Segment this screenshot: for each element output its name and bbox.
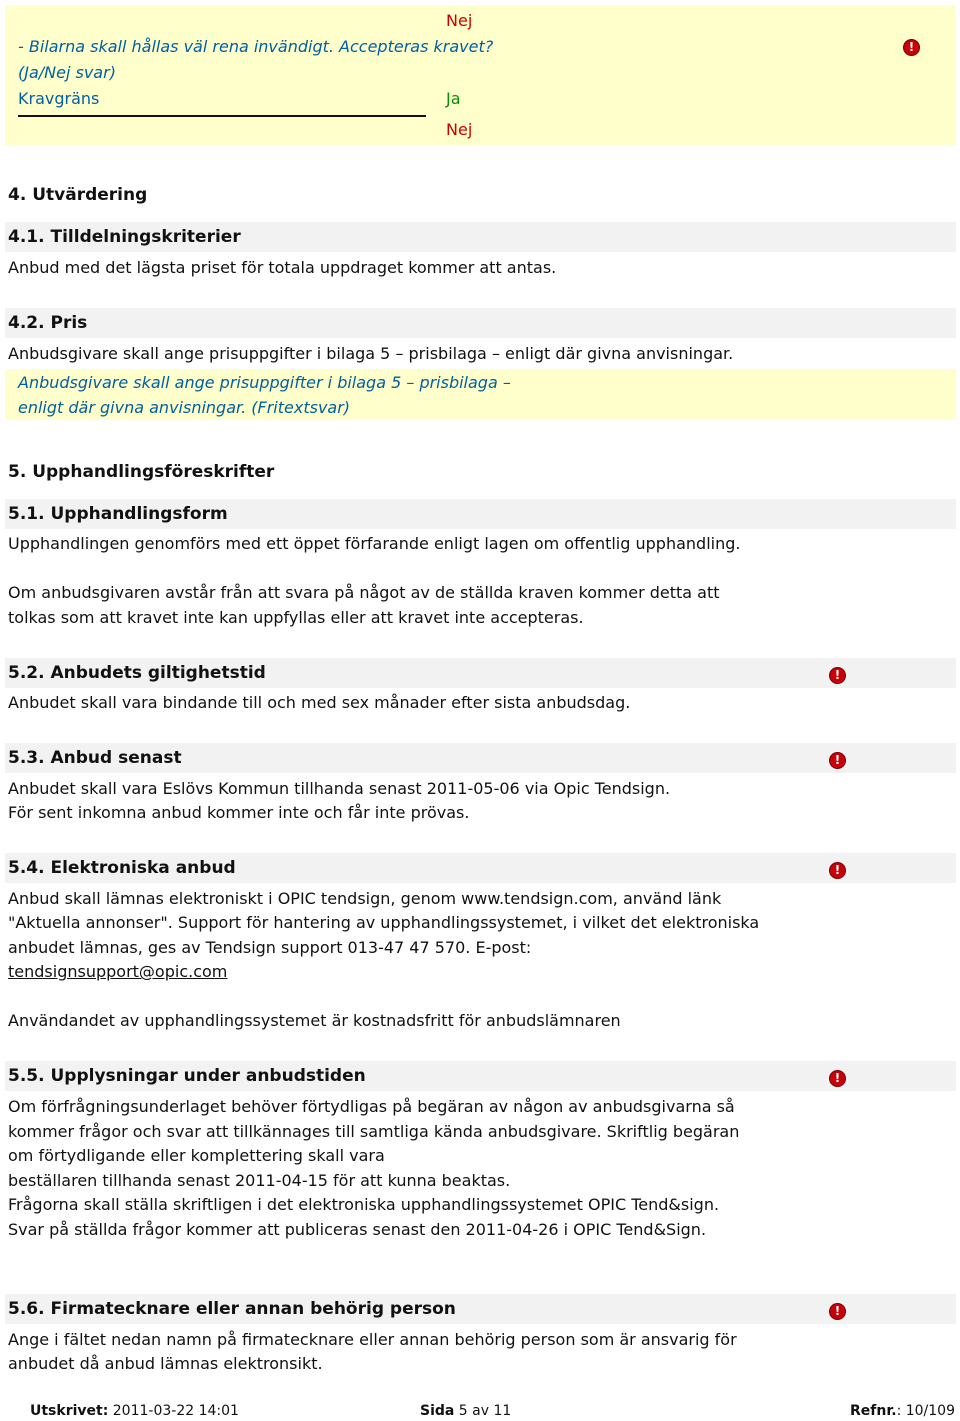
section-53-title: 5.3. Anbud senast — [8, 748, 182, 768]
section-55-line1: Om förfrågningsunderlaget behöver förtydligas på begäran av någon av anbudsgivarna så — [8, 1097, 735, 1116]
section-56-title: 5.6. Firmatecknare eller annan behörig person — [8, 1299, 456, 1319]
section-56-line1: Ange i fältet nedan namn på firmatecknare eller annan behörig person som är ansvarig för — [8, 1330, 737, 1349]
section-56-line2: anbudet då anbud lämnas elektronsikt. — [8, 1354, 323, 1373]
footer-ref-value: : 10/109 — [896, 1403, 955, 1419]
section-5-title: 5. Upphandlingsföreskrifter — [8, 462, 275, 482]
option-nej[interactable]: Nej — [446, 120, 473, 139]
warning-icon: ! — [829, 1070, 846, 1087]
section-54-line5: Användandet av upphandlingssystemet är kostnadsfritt för anbudslämnaren — [8, 1011, 621, 1030]
section-54-line3: anbudet lämnas, ges av Tendsign support 013-47 47 570. E-post: — [8, 938, 532, 957]
support-email-link[interactable]: tendsignsupport@opic.com — [8, 962, 228, 981]
section-53-line2: För sent inkomna anbud kommer inte och får inte prövas. — [8, 803, 470, 822]
section-51-note-line1: Om anbudsgivaren avstår från att svara på något av de ställda kraven kommer detta att — [8, 583, 720, 602]
section-51-text: Upphandlingen genomförs med ett öppet förfarande enligt lagen om offentlig upphandling. — [8, 534, 741, 553]
section-54-line1: Anbud skall lämnas elektroniskt i OPIC tendsign, genom www.tendsign.com, använd länk — [8, 889, 722, 908]
footer-printed-label: Utskrivet: — [30, 1403, 109, 1419]
section-55-line2: kommer frågor och svar att tillkännages till samtliga kända anbudsgivare. Skriftlig begäran — [8, 1122, 740, 1141]
answer-type: (Ja/Nej svar) — [18, 63, 116, 82]
section-51-note-line2: tolkas som att kravet inte kan uppfyllas eller att kravet inte accepteras. — [8, 608, 584, 627]
section-55-line4: beställaren tillhanda senast 2011-04-15 för att kunna beaktas. — [8, 1171, 511, 1190]
warning-icon: ! — [829, 1303, 846, 1320]
section-51-title: 5.1. Upphandlingsform — [8, 504, 228, 524]
section-55-line5: Frågorna skall ställa skriftligen i det elektroniska upphandlingssystemet OPIC Tend&sign. — [8, 1195, 720, 1214]
section-52-text: Anbudet skall vara bindande till och med sex månader efter sista anbudsdag. — [8, 693, 631, 712]
section-53-line1: Anbudet skall vara Eslövs Kommun tillhanda senast 2011-05-06 via Opic Tendsign. — [8, 779, 671, 798]
section-41-title: 4.1. Tilldelningskriterier — [8, 227, 241, 247]
footer-ref — [850, 1403, 955, 1419]
section-42-question-line2: enligt där givna anvisningar. (Fritextsvar) — [18, 398, 351, 417]
warning-icon: ! — [829, 862, 846, 879]
section-42-text: Anbudsgivare skall ange prisuppgifter i bilaga 5 – prisbilaga – enligt där givna anvisningar. — [8, 344, 734, 363]
section-54-title: 5.4. Elektroniska anbud — [8, 858, 236, 878]
section-55-line6: Svar på ställda frågor kommer att publiceras senast den 2011-04-26 i OPIC Tend&Sign. — [8, 1220, 707, 1239]
footer-ref-label: Refnr. — [850, 1403, 897, 1419]
option-nej-top[interactable]: Nej — [446, 11, 473, 30]
section-54-line2: "Aktuella annonser". Support för hantering av upphandlingssystemet, i vilket det elektroniska — [8, 913, 760, 932]
section-41-text: Anbud med det lägsta priset för totala uppdraget kommer att antas. — [8, 258, 557, 277]
question-text: - Bilarna skall hållas väl rena invändigt. Accepteras kravet? — [18, 37, 494, 56]
kravgrans-label: Kravgräns — [18, 89, 100, 108]
footer-page — [420, 1403, 511, 1419]
option-ja[interactable]: Ja — [446, 89, 461, 108]
section-42-header — [5, 308, 956, 338]
kravgrans-line — [18, 115, 426, 117]
section-55-title: 5.5. Upplysningar under anbudstiden — [8, 1066, 366, 1086]
question-block — [5, 5, 956, 145]
footer-printed-value: 2011-03-22 14:01 — [108, 1403, 239, 1419]
footer-page-value: 5 av 11 — [454, 1403, 512, 1419]
warning-icon: ! — [829, 752, 846, 769]
warning-icon: ! — [903, 39, 920, 56]
section-42-title: 4.2. Pris — [8, 313, 88, 333]
footer-page-label: Sida — [420, 1403, 455, 1419]
section-4-title: 4. Utvärdering — [8, 185, 148, 205]
section-52-title: 5.2. Anbudets giltighetstid — [8, 663, 266, 683]
warning-icon: ! — [829, 667, 846, 684]
section-42-question-line1: Anbudsgivare skall ange prisuppgifter i bilaga 5 – prisbilaga – — [18, 373, 511, 392]
section-55-line3: om förtydligande eller komplettering skall vara — [8, 1146, 385, 1165]
footer-printed — [30, 1403, 239, 1419]
